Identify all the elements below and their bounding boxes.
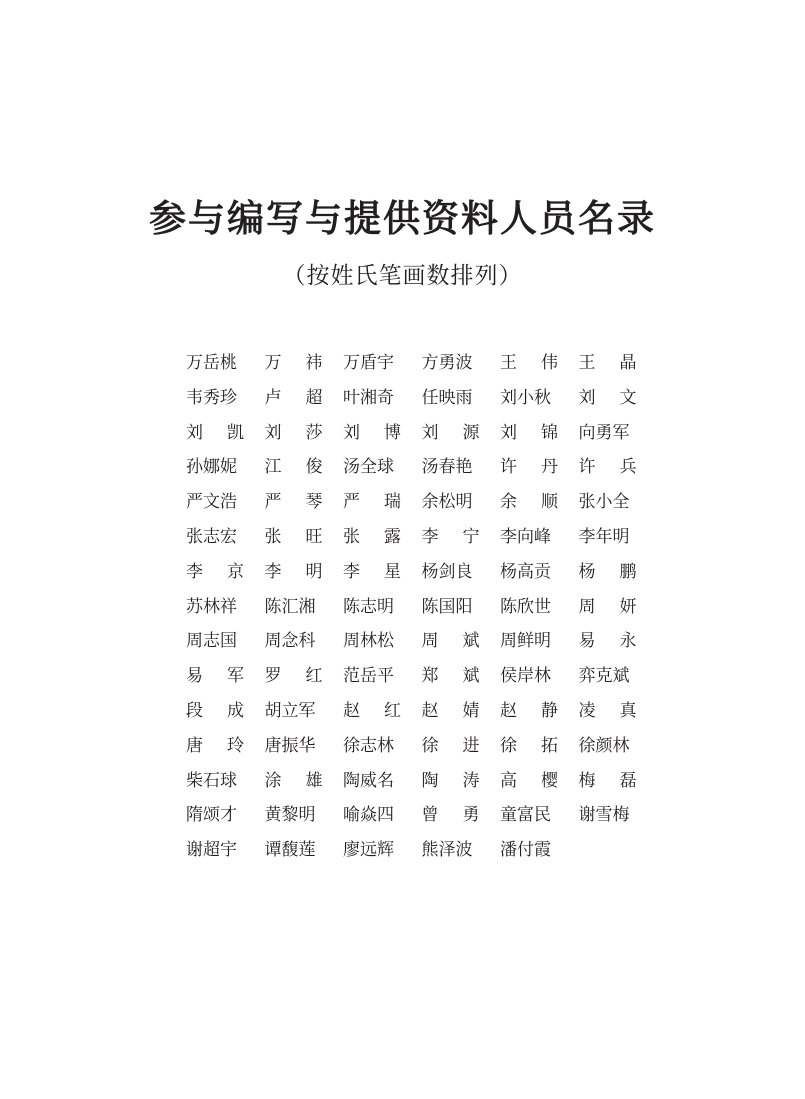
name-entry: 徐志林	[343, 735, 394, 756]
name-entry: 万岳桃	[186, 353, 237, 373]
name-entry: 喻焱四	[343, 805, 394, 826]
name-entry: 涂 雄	[264, 770, 323, 791]
name-entry: 黄黎明	[264, 805, 316, 826]
name-entry: 张小全	[578, 492, 630, 513]
name-entry: 赵 红	[343, 700, 401, 721]
name-entry: 陈欣世	[500, 596, 551, 617]
name-entry: 李向峰	[500, 526, 551, 547]
name-entry: 谢雪梅	[578, 805, 630, 826]
name-entry: 易 军	[186, 666, 244, 687]
name-entry: 韦秀珍	[186, 387, 237, 408]
name-entry: 罗 红	[264, 666, 323, 687]
name-entry: 段 成	[186, 700, 244, 721]
name-entry: 潘付霞	[500, 840, 551, 861]
name-entry: 赵 婧	[421, 700, 480, 721]
name-entry: 许 丹	[500, 457, 558, 478]
name-entry: 江 俊	[264, 457, 323, 478]
name-entry: 范岳平	[343, 666, 394, 687]
name-entry: 余 顺	[500, 492, 558, 513]
name-entry: 陶威名	[343, 770, 394, 791]
name-entry: 卢 超	[264, 387, 323, 408]
name-entry: 唐 玲	[186, 735, 244, 756]
name-entry: 汤春艳	[421, 457, 473, 478]
name-entry: 杨 鹏	[578, 561, 637, 582]
name-entry: 汤全球	[343, 457, 394, 478]
name-list	[186, 346, 666, 868]
name-entry: 叶湘奇	[343, 387, 394, 408]
name-entry: 孙娜妮	[186, 457, 237, 478]
name-entry: 向勇军	[578, 422, 630, 443]
name-entry: 严文浩	[186, 492, 237, 513]
name-entry: 杨高贡	[500, 561, 551, 582]
name-entry: 徐颜林	[578, 735, 630, 756]
name-entry: 万盾宇	[343, 353, 394, 373]
name-entry: 弈克斌	[578, 666, 630, 687]
name-entry: 陶 涛	[421, 770, 480, 791]
name-entry: 刘 莎	[264, 422, 323, 443]
name-entry: 周 斌	[421, 631, 480, 652]
name-entry: 曾 勇	[421, 805, 480, 826]
name-entry: 方勇波	[421, 353, 473, 373]
page-subtitle: （按姓氏笔画数排列）	[282, 263, 523, 289]
name-entry: 周鲜明	[500, 631, 551, 652]
name-entry: 陈志明	[343, 596, 394, 617]
name-entry: 胡立军	[264, 700, 316, 721]
name-entry: 万 祎	[264, 353, 323, 373]
name-entry: 李 明	[264, 561, 323, 582]
name-entry: 李年明	[578, 526, 630, 547]
name-entry: 刘 博	[343, 422, 401, 443]
name-entry: 周 妍	[578, 596, 637, 617]
name-entry: 余松明	[421, 492, 473, 513]
name-entry: 刘 凯	[186, 422, 244, 443]
name-entry: 杨剑良	[421, 561, 473, 582]
name-entry: 刘 锦	[500, 422, 558, 443]
name-entry: 刘小秋	[500, 387, 551, 408]
name-entry: 谢超宇	[186, 840, 237, 861]
name-entry: 廖远辉	[343, 840, 394, 861]
name-entry: 周念科	[264, 631, 316, 652]
name-entry: 谭馥莲	[264, 840, 316, 861]
name-entry: 严 琴	[264, 492, 323, 513]
name-entry: 任映雨	[421, 387, 473, 408]
name-entry: 凌 真	[578, 700, 637, 721]
name-entry: 许 兵	[578, 457, 637, 478]
name-entry: 张 露	[343, 526, 401, 547]
name-entry: 赵 静	[500, 700, 558, 721]
name-entry: 侯岸林	[500, 666, 551, 687]
name-entry: 张 旺	[264, 526, 323, 547]
page-title: 参与编写与提供资料人员名录	[149, 196, 656, 240]
name-entry: 高 樱	[500, 770, 558, 791]
name-entry: 梅 磊	[578, 770, 637, 791]
name-entry: 刘 文	[578, 387, 637, 408]
name-entry: 李 星	[343, 561, 401, 582]
name-entry: 王 晶	[578, 353, 637, 373]
name-entry: 郑 斌	[421, 666, 480, 687]
name-entry: 李 京	[186, 561, 244, 582]
name-entry: 唐振华	[264, 735, 316, 756]
name-entry: 隋颂才	[186, 805, 237, 826]
name-entry: 熊泽波	[421, 840, 473, 861]
name-entry: 刘 源	[421, 422, 480, 443]
name-entry: 周志国	[186, 631, 237, 652]
name-entry: 张志宏	[186, 526, 237, 547]
name-entry: 徐 进	[421, 735, 480, 756]
name-entry: 陈国阳	[421, 596, 473, 617]
name-entry: 周林松	[343, 631, 394, 652]
name-entry: 陈汇湘	[264, 596, 316, 617]
name-entry: 王 伟	[500, 353, 558, 373]
name-entry: 严 瑞	[343, 492, 401, 513]
name-entry: 易 永	[578, 631, 637, 652]
name-entry: 李 宁	[421, 526, 480, 547]
name-entry: 童富民	[500, 805, 551, 826]
name-entry: 苏林祥	[186, 596, 237, 617]
name-entry: 徐 拓	[500, 735, 558, 756]
name-entry: 柴石球	[186, 770, 237, 791]
